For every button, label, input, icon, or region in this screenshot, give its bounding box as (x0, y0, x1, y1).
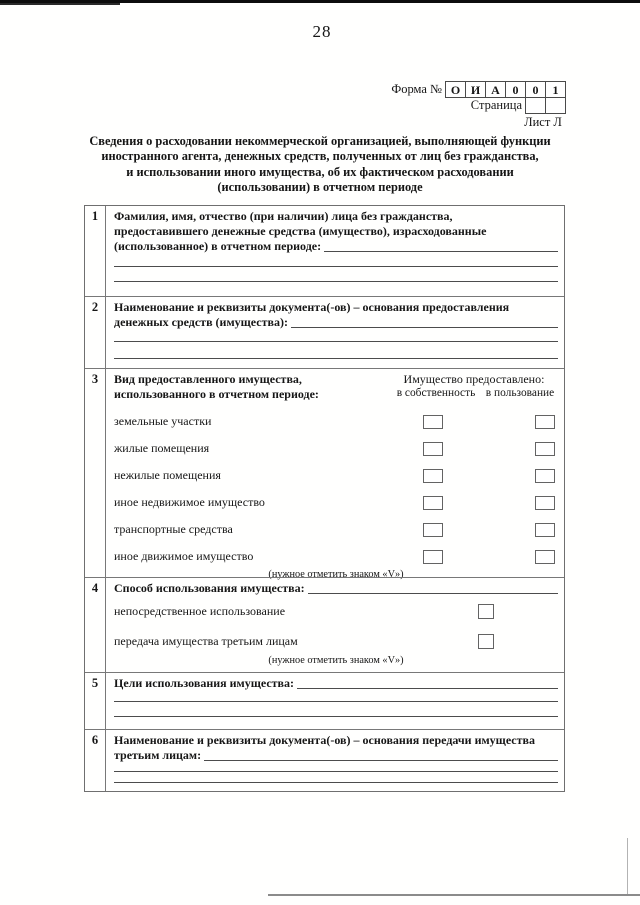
row-number: 1 (85, 206, 106, 296)
scan-artifact-top-edge (0, 0, 640, 3)
table-row-1 (85, 206, 564, 296)
checkbox-use[interactable] (535, 442, 555, 456)
checkbox-ownership[interactable] (423, 496, 443, 510)
form-code-cell: А (485, 81, 506, 98)
write-in-line[interactable] (114, 254, 558, 267)
row-1-heading: (использованное) в отчетном периоде: (114, 239, 558, 254)
usage-method-row (114, 596, 558, 626)
form-title-line: (использовании) в отчетном периоде (217, 180, 423, 195)
form-code-cell: 0 (505, 81, 526, 98)
write-in-line[interactable] (114, 691, 558, 702)
row-2-content (106, 297, 564, 369)
row-3-header (114, 372, 558, 402)
checkbox-ownership[interactable] (423, 469, 443, 483)
row-5-heading: Цели использования имущества: (114, 676, 558, 691)
row-number: 4 (85, 578, 106, 672)
row-4-content (106, 578, 564, 672)
property-type-label: нежилые помещения (114, 468, 221, 483)
write-in-line[interactable] (297, 676, 558, 689)
form-number-label: Форма № (391, 82, 442, 96)
checkbox-use[interactable] (535, 523, 555, 537)
checkbox-direct-use[interactable] (478, 604, 494, 619)
property-type-row (114, 462, 558, 489)
property-provided-header (390, 372, 558, 402)
table-row-6 (85, 729, 564, 791)
form-code-header (391, 81, 566, 130)
scan-artifact-bottom-edge (268, 894, 640, 896)
form-title-line: Сведения о расходовании некоммерческой организацией, выполняющей функции (89, 134, 551, 148)
write-in-line[interactable] (114, 342, 558, 359)
write-in-line[interactable] (204, 748, 558, 761)
form-code-cell: 1 (545, 81, 566, 98)
scan-artifact-right-edge (627, 838, 628, 896)
row-6-content (106, 730, 564, 791)
row-5-content (106, 673, 564, 730)
property-type-list (114, 408, 558, 570)
write-in-line[interactable] (114, 772, 558, 783)
write-in-line[interactable] (324, 239, 558, 252)
row-3-content (106, 369, 564, 581)
row-4-heading: Способ использования имущества: (114, 581, 558, 596)
row-3-heading: Вид предоставленного имущества, использованного в отчетном периоде: (114, 372, 319, 402)
checkbox-ownership[interactable] (423, 550, 443, 564)
property-type-row (114, 543, 558, 570)
property-type-label: иное недвижимое имущество (114, 495, 265, 510)
property-type-label: жилые помещения (114, 441, 210, 456)
property-provided-label: Имущество предоставлено: (403, 372, 545, 387)
checkbox-transfer-third-parties[interactable] (478, 634, 494, 649)
sheet-row (391, 115, 566, 130)
ownership-column-label: в собственность (396, 387, 476, 400)
table-row-5 (85, 672, 564, 730)
form-code-cell: 0 (525, 81, 546, 98)
property-type-label: иное движимое имущество (114, 549, 254, 564)
table-row-3 (85, 368, 564, 581)
row-6-heading: Наименование и реквизиты документа(-ов) – основания передачи имущества (114, 733, 535, 748)
form-title-line: иностранного агента, денежных средств, полученных от лиц без гражданства, (101, 149, 539, 164)
write-in-line[interactable] (114, 763, 558, 772)
checkbox-use[interactable] (535, 469, 555, 483)
write-in-line[interactable] (291, 315, 558, 328)
property-type-row (114, 435, 558, 462)
page-number-cell[interactable] (545, 97, 566, 114)
row-1-heading: предоставившего денежные средства (имущество), израсходованные (114, 224, 487, 238)
table-row-4 (85, 577, 564, 672)
checkbox-column-headers (390, 386, 558, 400)
page-cells-label: Страница (470, 98, 522, 112)
row-number: 5 (85, 673, 106, 730)
table-row-2 (85, 296, 564, 369)
form-code-cell: О (445, 81, 466, 98)
row-1-heading: Фамилия, имя, отчество (при наличии) лица без гражданства, (114, 209, 453, 223)
page-cells-row (391, 97, 566, 114)
checkbox-use[interactable] (535, 550, 555, 564)
checkbox-ownership[interactable] (423, 523, 443, 537)
form-table (84, 205, 565, 792)
checkbox-ownership[interactable] (423, 415, 443, 429)
row-6-heading: третьим лицам: (114, 748, 558, 763)
checkbox-use[interactable] (535, 496, 555, 510)
form-title (28, 134, 612, 196)
checkbox-use[interactable] (535, 415, 555, 429)
write-in-line[interactable] (114, 267, 558, 282)
row-number: 6 (85, 730, 106, 791)
use-column-label: в пользование (485, 387, 555, 400)
property-type-label: транспортные средства (114, 522, 233, 537)
row-2-heading: Наименование и реквизиты документа(-ов) – основания предоставления (114, 299, 510, 314)
usage-method-row (114, 626, 558, 656)
usage-method-label: непосредственное использование (114, 603, 286, 618)
property-type-row (114, 516, 558, 543)
write-in-line[interactable] (114, 702, 558, 717)
property-type-label: земельные участки (114, 414, 212, 429)
form-code-cell: И (465, 81, 486, 98)
checkbox-ownership[interactable] (423, 442, 443, 456)
form-number-row (391, 81, 566, 98)
mark-with-v-note: (нужное отметить знаком «V») (268, 569, 404, 581)
property-type-row (114, 408, 558, 435)
property-type-row (114, 489, 558, 516)
page-number: 28 (312, 22, 332, 41)
page-number-cell[interactable] (525, 97, 546, 114)
write-in-line[interactable] (308, 581, 558, 594)
row-1-content (106, 206, 564, 296)
form-title-line: и использовании иного имущества, об их фактическом расходовании (126, 164, 514, 179)
sheet-label: Лист Л (524, 115, 562, 129)
row-number: 3 (85, 369, 106, 577)
row-number: 2 (85, 297, 106, 369)
mark-with-v-note: (нужное отметить знаком «V») (268, 655, 404, 667)
write-in-line[interactable] (114, 330, 558, 342)
row-2-heading: денежных средств (имущества): (114, 315, 558, 330)
usage-method-label: передача имущества третьим лицам (114, 633, 298, 648)
